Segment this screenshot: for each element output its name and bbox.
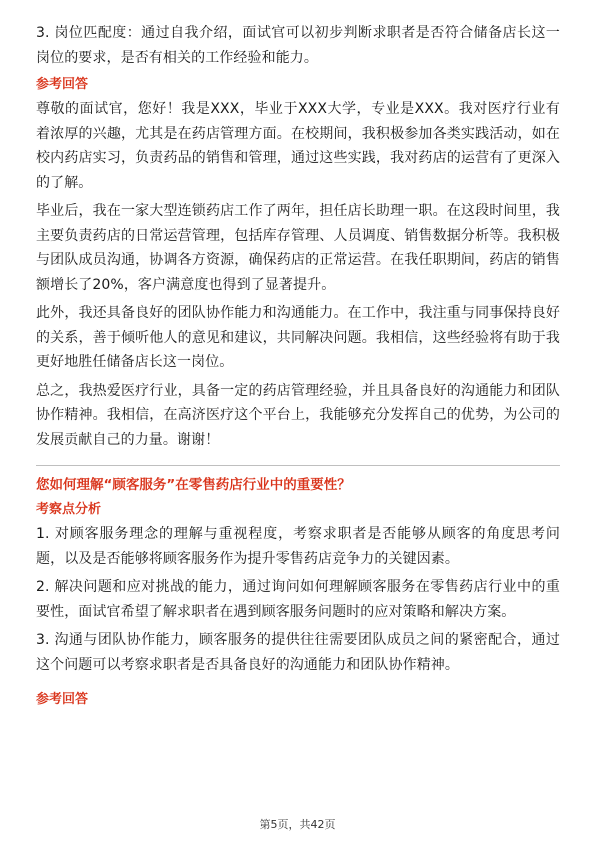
analysis-heading: 考察点分析 bbox=[36, 502, 102, 517]
answer-paragraph-4: 总之，我热爱医疗行业，具备一定的药店管理经验，并且具备良好的沟通能力和团队协作精神。我相信，在高济医疗这个平台上，我能够充分发挥自己的优势，为公司的发展贡献自己的力量。谢谢！ bbox=[36, 382, 560, 448]
answer-paragraph-2: 毕业后，我在一家大型连锁药店工作了两年，担任店长助理一职。在这段时间里，我主要负责药店的日常运营管理，包括库存管理、人员调度、销售数据分析等。我积极与团队成员沟通，协调各方资源，确保药店的正常运营。在我任职期间，药店的销售额增长了20%，客户满意度也得到了显著提升。 bbox=[36, 203, 560, 293]
interview-question: 您如何理解“顾客服务”在零售药店行业中的重要性？ bbox=[36, 477, 351, 493]
analysis-item-2: 2. 解决问题和应对挑战的能力，通过询问如何理解顾客服务在零售药店行业中的重要性，面试官希望了解求职者在遇到顾客服务问题时的应对策略和解决方案。 bbox=[36, 579, 560, 620]
page-content bbox=[36, 21, 560, 712]
reference-answer-heading: 参考回答 bbox=[36, 77, 89, 92]
reference-answer-heading-2: 参考回答 bbox=[36, 692, 89, 707]
criteria-item-3: 3. 岗位匹配度：通过自我介绍，面试官可以初步判断求职者是否符合储备店长这一岗位的要求，是否有相关的工作经验和能力。 bbox=[36, 25, 560, 66]
analysis-item-1: 1. 对顾客服务理念的理解与重视程度，考察求职者是否能够从顾客的角度思考问题，以及是否能够将顾客服务作为提升零售药店竞争力的关键因素。 bbox=[36, 526, 560, 567]
section-divider bbox=[36, 465, 560, 466]
answer-paragraph-1: 尊敬的面试官，您好！我是XXX，毕业于XXX大学，专业是XXX。我对医疗行业有着浓厚的兴趣，尤其是在药店管理方面。在校期间，我积极参加各类实践活动，如在校内药店实习，负责药品的销售和管理，通过这些实践，我对药店的运营有了更深入的了解。 bbox=[36, 101, 560, 191]
page-indicator: 第5页，共42页 bbox=[259, 818, 336, 831]
analysis-item-3: 3. 沟通与团队协作能力，顾客服务的提供往往需要团队成员之间的紧密配合，通过这个问题可以考察求职者是否具备良好的沟通能力和团队协作精神。 bbox=[36, 632, 560, 673]
answer-paragraph-3: 此外，我还具备良好的团队协作能力和沟通能力。在工作中，我注重与同事保持良好的关系，善于倾听他人的意见和建议，共同解决问题。我相信，这些经验将有助于我更好地胜任储备店长这一岗位。 bbox=[36, 305, 560, 370]
